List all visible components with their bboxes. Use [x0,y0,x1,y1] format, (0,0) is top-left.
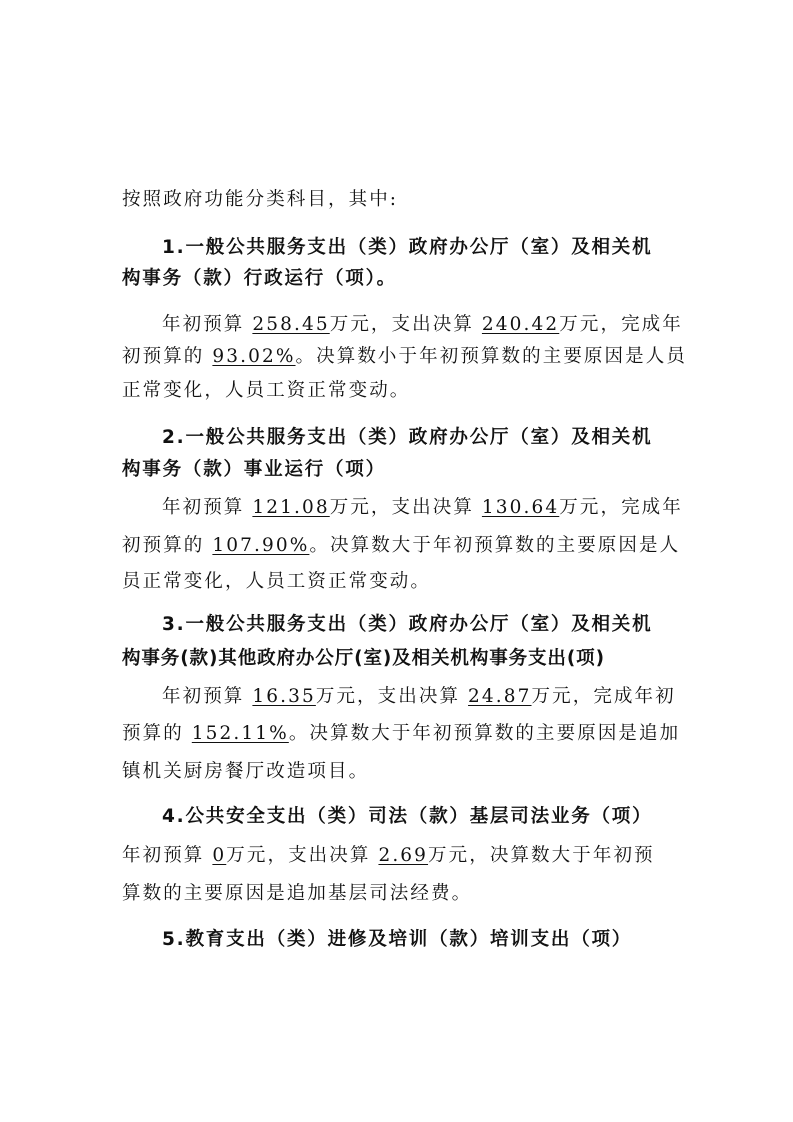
text: 万元，决算数大于年初预 [428,845,655,866]
intro-line: 按照政府功能分类科目，其中: [122,189,399,210]
item3-budget-line [162,686,676,708]
text: 。决算数大于年初预算数的主要原因是追加 [288,723,681,744]
item2-heading-line2: 构事务（款）事业运行（项） [122,459,386,480]
text: 万元，支出决算 [329,314,474,335]
item2-heading-line1: 2.一般公共服务支出（类）政府办公厅（室）及相关机 [162,427,653,448]
item2-budget-line [162,497,683,519]
text: 年初预算 [162,497,245,518]
text: 。决算数大于年初预算数的主要原因是人 [309,535,681,556]
item3-heading-line1: 3.一般公共服务支出（类）政府办公厅（室）及相关机 [162,614,653,635]
item3-rate-line [122,723,680,745]
text: 初预算的 [122,346,205,367]
item3-reason-line: 镇机关厨房餐厅改造项目。 [122,761,370,782]
text: 年初预算 [162,686,245,707]
text: 。决算数小于年初预算数的主要原因是人员 [295,346,687,367]
item1-rate-line [122,346,687,368]
text: 初预算的 [122,535,205,556]
text: 万元，支出决算 [329,497,474,518]
final-value: 24.87 [468,686,532,707]
final-value: 130.64 [481,497,560,518]
item1-heading-line1: 1.一般公共服务支出（类）政府办公厅（室）及相关机 [162,237,653,258]
text: 万元，完成年初 [531,686,676,707]
item1-heading-line2: 构事务（款）行政运行（项）。 [122,268,397,289]
rate-value: 93.02% [212,346,296,367]
text: 万元，支出决算 [226,845,371,866]
item3-heading-line2: 构事务(款)其他政府办公厅(室)及相关机构事务支出(项) [122,648,605,669]
budget-value: 121.08 [252,497,330,518]
text: 万元，支出决算 [315,686,461,707]
text: 万元，完成年 [559,314,683,335]
rate-value: 107.90% [212,535,310,556]
text: 预算的 [122,723,184,744]
item1-budget-line [162,314,683,336]
final-value: 2.69 [378,845,429,866]
item5-heading: 5.教育支出（类）进修及培训（款）培训支出（项） [162,929,633,950]
budget-value: 0 [212,845,227,866]
rate-value: 152.11% [191,723,289,744]
final-value: 240.42 [481,314,560,335]
budget-value: 16.35 [252,686,316,707]
text: 年初预算 [122,845,205,866]
item4-heading: 4.公共安全支出（类）司法（款）基层司法业务（项） [162,806,653,827]
item1-reason-line: 正常变化，人员工资正常变动。 [122,380,411,401]
item2-rate-line [122,535,680,557]
item2-reason-line: 员正常变化，人员工资正常变动。 [122,571,432,592]
text: 万元，完成年 [559,497,683,518]
budget-value: 258.45 [252,314,330,335]
item4-budget-line [122,845,655,867]
text: 年初预算 [162,314,245,335]
item4-reason-line: 算数的主要原因是追加基层司法经费。 [122,883,473,904]
